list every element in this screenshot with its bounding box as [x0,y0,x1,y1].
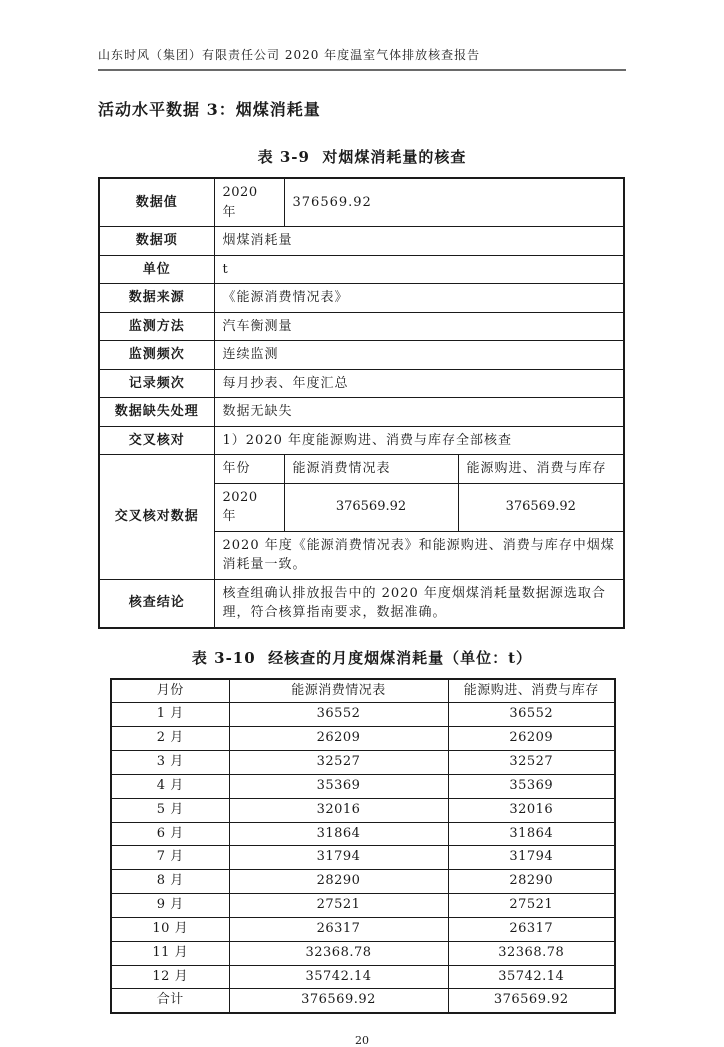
table-row [99,312,624,341]
row-label: 数据来源 [99,284,214,313]
month-cell: 4 月 [111,774,229,798]
table-3-9-caption: 表 3-9 对烟煤消耗量的核查 [257,148,467,166]
table-row [99,426,624,455]
table-row [111,846,615,870]
consumption-cell: 31794 [229,846,448,870]
table-row [99,341,624,370]
table-row [111,798,615,822]
table-3-10-caption: 表 3-10 经核查的月度烟煤消耗量（单位：t） [191,648,533,667]
row-value: 1）2020 年度能源购进、消费与库存全部核查 [214,426,624,455]
cross-check-col-year: 年份 [214,455,284,484]
table-row [99,579,624,628]
month-cell: 11 月 [111,941,229,965]
row-value: t [214,255,624,284]
month-cell: 12 月 [111,965,229,989]
month-cell: 8 月 [111,870,229,894]
total-purchase-cell: 376569.92 [448,989,615,1013]
purchase-cell: 36552 [448,703,615,727]
row-value: 连续监测 [214,341,624,370]
table-row-total [111,989,615,1013]
data-value-year: 2020 年 [214,178,284,227]
page-content [98,0,626,1047]
consumption-cell: 28290 [229,870,448,894]
consumption-cell: 32368.78 [229,941,448,965]
row-label: 核查结论 [99,579,214,628]
table-row [99,284,624,313]
purchase-cell: 35742.14 [448,965,615,989]
row-label: 监测频次 [99,341,214,370]
row-value: 烟煤消耗量 [214,227,624,256]
table-row [111,941,615,965]
row-value: 核查组确认排放报告中的 2020 年度烟煤消耗量数据源选取合理，符合核算指南要求，数据准确。 [214,579,624,628]
table-row [111,703,615,727]
consumption-cell: 26209 [229,727,448,751]
consumption-cell: 35742.14 [229,965,448,989]
total-label-cell: 合计 [111,989,229,1013]
table-row [111,870,615,894]
row-value: 《能源消费情况表》 [214,284,624,313]
page-number: 20 [355,1034,369,1047]
table-row [111,965,615,989]
consumption-cell: 26317 [229,917,448,941]
purchase-cell: 31794 [448,846,615,870]
column-header-month: 月份 [111,679,229,703]
cross-check-year: 2020 年 [214,483,284,531]
column-header-consumption: 能源消费情况表 [229,679,448,703]
table-3-9 [98,177,625,629]
document-header: 山东时风（集团）有限责任公司 2020 年度温室气体排放核查报告 [98,46,626,71]
column-header-purchase: 能源购进、消费与库存 [448,679,615,703]
consumption-cell: 36552 [229,703,448,727]
table-row [99,455,624,484]
consumption-cell: 32016 [229,798,448,822]
row-label: 记录频次 [99,369,214,398]
row-label: 单位 [99,255,214,284]
row-value: 数据无缺失 [214,398,624,427]
row-label: 数据项 [99,227,214,256]
purchase-cell: 32368.78 [448,941,615,965]
row-label: 监测方法 [99,312,214,341]
table-header-row [111,679,615,703]
cross-check-note: 2020 年度《能源消费情况表》和能源购进、消费与库存中烟煤消耗量一致。 [214,531,624,579]
row-label: 交叉核对 [99,426,214,455]
cross-check-consumption-value: 376569.92 [284,483,458,531]
row-label: 数据缺失处理 [99,398,214,427]
table-row [99,255,624,284]
month-cell: 5 月 [111,798,229,822]
total-consumption-cell: 376569.92 [229,989,448,1013]
table-row [111,822,615,846]
table-row [111,917,615,941]
month-cell: 3 月 [111,751,229,775]
consumption-cell: 35369 [229,774,448,798]
purchase-cell: 26209 [448,727,615,751]
row-label: 数据值 [99,178,214,227]
purchase-cell: 32016 [448,798,615,822]
month-cell: 9 月 [111,894,229,918]
month-cell: 7 月 [111,846,229,870]
table-row [111,751,615,775]
data-value-amount: 376569.92 [284,178,624,227]
month-cell: 10 月 [111,917,229,941]
purchase-cell: 27521 [448,894,615,918]
table-row [111,774,615,798]
purchase-cell: 31864 [448,822,615,846]
cross-check-purchase-value: 376569.92 [458,483,624,531]
table-row [111,894,615,918]
table-row [111,727,615,751]
row-value: 每月抄表、年度汇总 [214,369,624,398]
table-row [99,178,624,227]
consumption-cell: 31864 [229,822,448,846]
purchase-cell: 35369 [448,774,615,798]
table-row [99,398,624,427]
section-title: 活动水平数据 3：烟煤消耗量 [98,100,321,119]
cross-check-col-purchase: 能源购进、消费与库存 [458,455,624,484]
purchase-cell: 26317 [448,917,615,941]
cross-check-col-consumption: 能源消费情况表 [284,455,458,484]
table-3-10 [110,678,616,1015]
table-row [99,369,624,398]
row-label: 交叉核对数据 [99,455,214,580]
consumption-cell: 32527 [229,751,448,775]
purchase-cell: 32527 [448,751,615,775]
purchase-cell: 28290 [448,870,615,894]
month-cell: 1 月 [111,703,229,727]
table-row [99,227,624,256]
consumption-cell: 27521 [229,894,448,918]
row-value: 汽车衡测量 [214,312,624,341]
month-cell: 6 月 [111,822,229,846]
month-cell: 2 月 [111,727,229,751]
